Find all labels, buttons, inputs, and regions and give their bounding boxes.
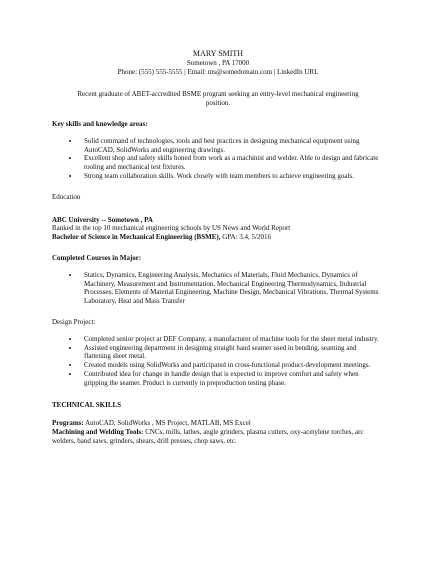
candidate-name: MARY SMITH <box>192 49 244 58</box>
summary-statement: Recent graduate of ABET-accredited BSME program seeking an entry-level mechanical engineering position. <box>77 90 359 108</box>
resume-header <box>52 50 384 76</box>
design-project-heading: Design Project: <box>52 317 96 326</box>
candidate-address: Sometown , PA 17000 <box>186 58 250 67</box>
list-item: • Excellent shop and safety skills honed from work as a machinist and welder. Able to design and fabricate tooling and mechanical test fixtures. <box>80 154 384 172</box>
list-item: • Strong team collaboration skills. Work closely with team members to achieve engineering goals. <box>80 172 384 181</box>
candidate-contact: Phone: (555) 555-5555 | Email: ms@somedomain.com | LinkedIn URL <box>117 67 319 76</box>
design-project-list <box>52 335 384 388</box>
technical-skills-block <box>52 419 384 445</box>
degree-line <box>52 233 384 242</box>
university-name: ABC University -- Sometown , PA <box>52 215 153 224</box>
programs-line <box>52 419 384 428</box>
list-item: • Contributed idea for change in handle design that is expected to improve comfort and safety when gripping the seamer. Product is currently in preproduction testing phase. <box>80 370 384 388</box>
skills-list <box>52 137 384 181</box>
list-item: • Statics, Dynamics, Engineering Analysis, Mechanics of Materials, Fluid Mechanics, Dynamics of Machinery, Measurement and Instrumentation, Mechanical Engineering Thermodynamics, Industrial Processes, Elements of Material Engineering, Machine Design, Mechanical Vibrations, Thermal Systems Laboratory, Heat and Mass Transfer <box>80 271 384 306</box>
skills-heading: Key skills and knowledge areas: <box>52 119 148 128</box>
education-heading: Education <box>52 192 81 201</box>
technical-skills-heading: TECHNICAL SKILLS <box>52 400 122 409</box>
degree-title: Bachelor of Science in Mechanical Engineering (BSME), <box>52 233 221 242</box>
tools-label: Machining and Welding Tools: <box>52 428 144 437</box>
list-item: • Completed senior project at DEF Company, a manufacturer of machine tools for the sheet metal industry. <box>80 335 384 344</box>
degree-gpa: GPA: 3.4, 5/2016 <box>220 233 271 242</box>
list-item: • Solid command of technologies, tools and best practices in designing mechanical equipment using AutoCAD, SolidWorks and engineering drawings. <box>80 137 384 155</box>
university-ranking: Ranked in the top 10 mechanical engineering schools by US News and World Report <box>52 224 291 233</box>
list-item: • Created models using SolidWorks and participated in cross-functional product-development meetings. <box>80 361 384 370</box>
programs-label: Programs: <box>52 419 84 428</box>
courses-list <box>52 271 384 306</box>
list-item: • Assisted engineering department in designing straight hand seamer used in bending, seaming and flattening sheet metal. <box>80 344 384 362</box>
tools-value: CNCs, mills, lathes, angle grinders, plasma cutters, oxy-acetylene torches, arc welders, band saws, grinders, shears, drill presses, chop saws, etc. <box>52 428 364 445</box>
programs-value: AutoCAD, SolidWorks , MS Project, MATLAB, MS Excel <box>83 419 251 428</box>
courses-heading: Completed Courses in Major: <box>52 253 142 262</box>
tools-line <box>52 428 384 446</box>
